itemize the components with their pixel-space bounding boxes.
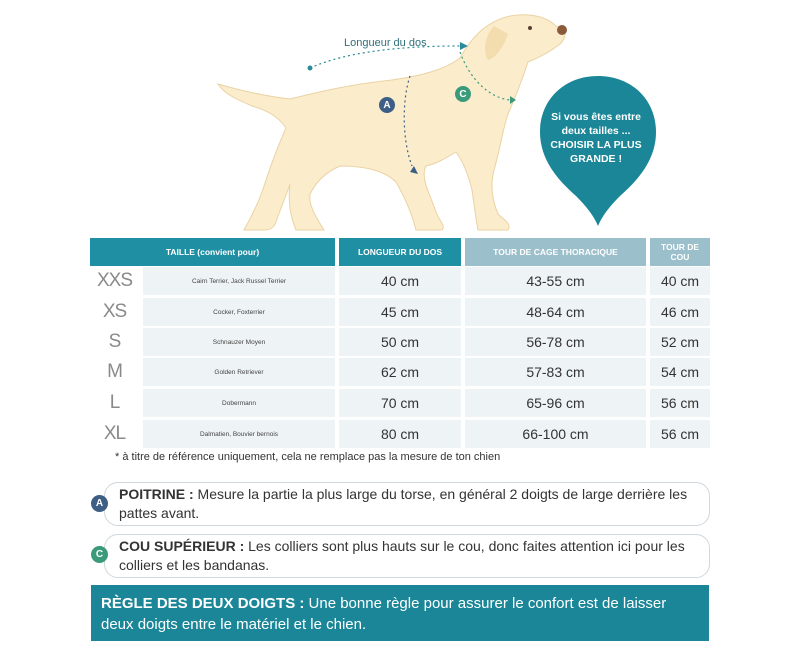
rule-text <box>101 593 699 635</box>
cou-body: Les colliers sont plus hauts sur le cou, donc faites attention ici pour les colliers et les bandanas. <box>119 538 685 573</box>
dog-nose <box>557 25 567 35</box>
footnote: * à titre de référence uniquement, cela ne remplace pas la mesure de ton chien <box>115 451 501 463</box>
table-row <box>90 298 710 326</box>
breed-cell: Golden Retriever <box>143 358 335 386</box>
back-length-arc <box>310 46 460 68</box>
rule-body: Une bonne règle pour assurer le confort est de laisser deux doigts entre le matériel et le chien. <box>101 595 667 633</box>
cage-cell: 66-100 cm <box>465 420 646 448</box>
table-row <box>90 267 710 295</box>
table-row <box>90 358 710 386</box>
poitrine-note <box>104 482 710 526</box>
header-taille: TAILLE (convient pour) <box>90 238 335 266</box>
breed-cell: Schnauzer Moyen <box>143 328 335 356</box>
cou-cell: 56 cm <box>650 389 710 417</box>
header-longueur: LONGUEUR DU DOS <box>339 238 461 266</box>
size-label: L <box>109 392 120 413</box>
cage-cell: 57-83 cm <box>465 358 646 386</box>
dog-illustration <box>0 0 800 238</box>
cou-cell: 52 cm <box>650 328 710 356</box>
badge-a-note: A <box>91 495 108 512</box>
poitrine-body: Mesure la partie la plus large du torse, en général 2 doigts de large derrière les pattes avant. <box>119 486 688 521</box>
size-label: S <box>108 331 121 352</box>
longueur-cell: 80 cm <box>339 420 461 448</box>
header-cou: TOUR DE COU <box>650 238 710 266</box>
size-label: XL <box>103 423 126 444</box>
cage-cell: 65-96 cm <box>465 389 646 417</box>
cage-cell: 56-78 cm <box>465 328 646 356</box>
cou-cell: 40 cm <box>650 267 710 295</box>
cou-title: COU SUPÉRIEUR : <box>119 538 245 554</box>
size-label: M <box>107 361 122 382</box>
badge-a-diagram: A <box>379 97 395 113</box>
back-length-label: Longueur du dos <box>344 37 427 49</box>
poitrine-note-text <box>119 485 695 523</box>
cage-cell: 48-64 cm <box>465 298 646 326</box>
longueur-cell: 40 cm <box>339 267 461 295</box>
badge-c-diagram: C <box>455 86 471 102</box>
table-row <box>90 389 710 417</box>
header-cage: TOUR DE CAGE THORACIQUE <box>465 238 646 266</box>
table-row <box>90 420 710 448</box>
cou-note <box>104 534 710 578</box>
table-row <box>90 328 710 356</box>
cou-cell: 56 cm <box>650 420 710 448</box>
breed-cell: Dobermann <box>143 389 335 417</box>
longueur-cell: 70 cm <box>339 389 461 417</box>
cou-cell: 46 cm <box>650 298 710 326</box>
longueur-cell: 62 cm <box>339 358 461 386</box>
dog-eye <box>528 26 532 30</box>
size-label: XXS <box>96 270 133 291</box>
breed-cell: Cocker, Foxterrier <box>143 298 335 326</box>
poitrine-title: POITRINE : <box>119 486 194 502</box>
longueur-cell: 45 cm <box>339 298 461 326</box>
callout-text: Si vous êtes entre deux tailles ... CHOISIR LA PLUS GRANDE ! <box>550 111 642 165</box>
dog-measurement-diagram <box>0 0 800 238</box>
cou-cell: 54 cm <box>650 358 710 386</box>
size-label: XS <box>102 301 127 322</box>
rule-title: RÈGLE DES DEUX DOIGTS : <box>101 595 305 612</box>
longueur-cell: 50 cm <box>339 328 461 356</box>
two-finger-rule-box <box>91 585 709 641</box>
cou-note-text <box>119 537 695 575</box>
breed-cell: Cairn Terrier, Jack Russel Terrier <box>143 267 335 295</box>
badge-c-note: C <box>91 546 108 563</box>
cage-cell: 43-55 cm <box>465 267 646 295</box>
breed-cell: Dalmatien, Bouvier bernois <box>143 420 335 448</box>
